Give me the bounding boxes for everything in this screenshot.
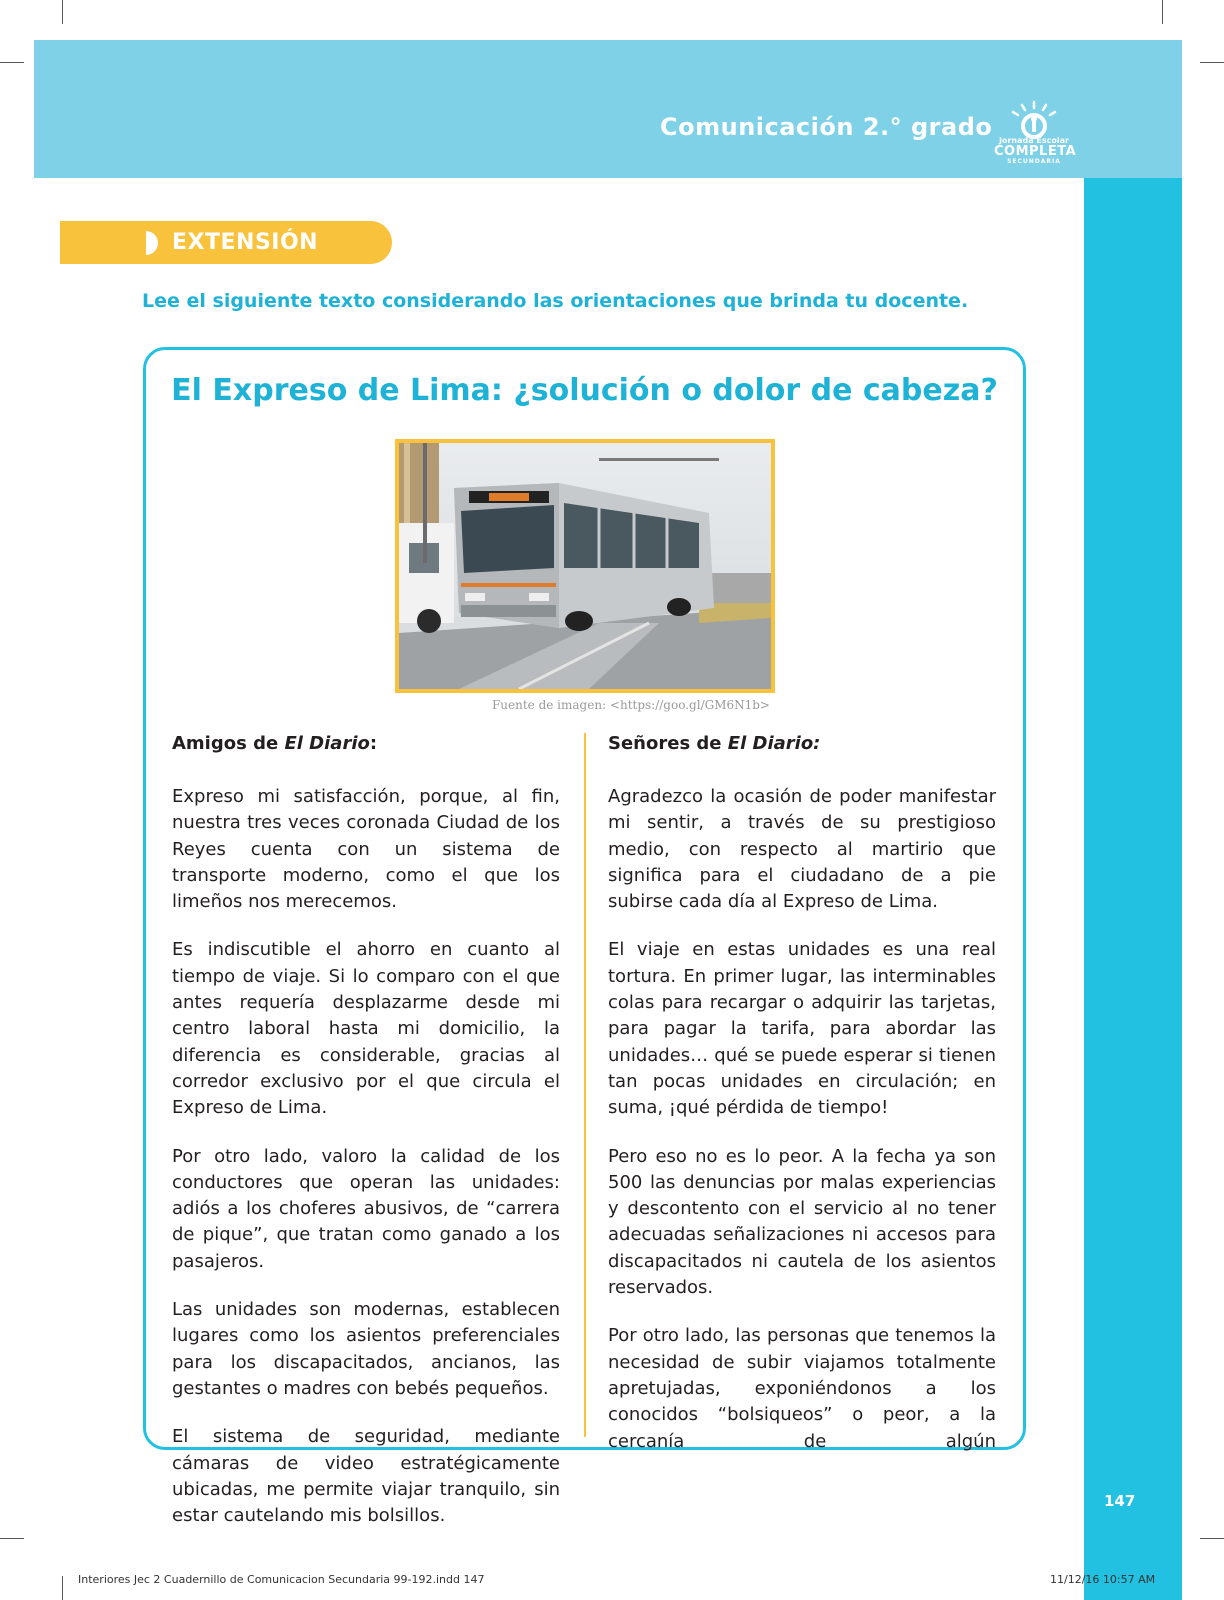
page-number: 147 — [1104, 1492, 1136, 1510]
crop-mark — [0, 1538, 24, 1539]
crop-mark — [62, 0, 63, 24]
logo-line2: COMPLETA — [994, 144, 1077, 159]
right-paragraph: Pero eso no es lo peor. A la fecha ya son 500 las denuncias por malas experiencias y descontento con el servicio al no tener adecuadas señalizaciones ni accesos para discapacitados ni cautela de los asientos reservados. — [608, 1145, 996, 1299]
left-salutation-suffix: : — [369, 733, 378, 754]
crop-mark — [1200, 62, 1224, 63]
jornada-escolar-logo — [994, 100, 1077, 165]
right-salutation-prefix: Señores de — [608, 733, 728, 754]
logo-line1: Jornada Escolar — [999, 136, 1069, 145]
right-paragraph: Agradezco la ocasión de poder manifestar mi sentir, a través de su prestigioso medio, con respecto al martirio que significa para el ciudadano de a pie subirse cada día al Expreso de Lima. — [608, 786, 996, 913]
file-slug: Interiores Jec 2 Cuadernillo de Comunicacion Secundaria 99-192.indd 147 — [78, 1573, 485, 1586]
letter-left-column — [172, 731, 560, 1551]
reading-instruction: Lee el siguiente texto considerando las orientaciones que brinda tu docente. — [142, 290, 969, 312]
right-salutation-italic: El Diario: — [727, 733, 821, 754]
bus-illustration — [399, 443, 771, 689]
sun-logo-icon — [994, 100, 1074, 140]
left-salutation — [172, 731, 560, 757]
left-paragraph: Expreso mi satisfacción, porque, al fin, nuestra tres veces coronada Ciudad de los Reyes cuenta con un sistema de transporte moderno, como el que los limeños nos merecemos. — [172, 786, 560, 913]
page-header-title: Comunicación 2.° grado — [660, 113, 993, 141]
article-title: El Expreso de Lima: ¿solución o dolor de cabeza? — [171, 373, 998, 408]
right-margin-bar — [1084, 178, 1182, 1600]
left-paragraph: Por otro lado, valoro la calidad de los conductores que operan las unidades: adiós a los choferes abusivos, de “carrera de pique”, que tratan como ganado a los pasajeros. — [172, 1145, 560, 1272]
right-salutation — [608, 731, 996, 757]
bus-photo — [395, 439, 775, 693]
left-paragraph: Es indiscutible el ahorro en cuanto al tiempo de viaje. Si lo comparo con el que antes requería desplazarme desde mi centro laboral hasta mi domicilio, la diferencia es considerable, gracias al corredor exclusivo por el que circula el Expreso de Lima. — [172, 939, 560, 1119]
section-tag — [60, 221, 392, 264]
section-tag-notch — [146, 231, 158, 255]
crop-mark — [1162, 0, 1163, 24]
left-paragraph: El sistema de seguridad, mediante cámaras de video estratégicamente ubicadas, me permite viajar tranquilo, sin estar cautelando mis bolsillos. — [172, 1426, 560, 1527]
letter-right-column — [608, 731, 996, 1477]
crop-mark — [0, 62, 24, 63]
left-paragraph: Las unidades son modernas, establecen lugares como los asientos preferenciales para los discapacitados, ancianos, las gestantes o madres con bebés pequeños. — [172, 1299, 560, 1399]
left-salutation-italic: El Diario — [284, 733, 370, 754]
image-caption: Fuente de imagen: <https://goo.gl/GM6N1b> — [491, 698, 770, 712]
crop-mark — [1200, 1538, 1224, 1539]
left-salutation-prefix: Amigos de — [172, 733, 285, 754]
right-paragraph: Por otro lado, las personas que tenemos la necesidad de subir viajamos totalmente apretujadas, exponiéndonos a los conocidos “bolsiqueos” o peor, a la cercanía de algún — [608, 1325, 996, 1452]
column-divider — [584, 733, 586, 1437]
print-timestamp: 11/12/16 10:57 AM — [1050, 1573, 1156, 1586]
logo-line3: SECUNDARIA — [1007, 158, 1061, 165]
section-tag-label: EXTENSIÓN — [172, 230, 319, 255]
right-paragraph: El viaje en estas unidades es una real tortura. En primer lugar, las interminables colas para recargar o adquirir las tarjetas, para pagar la tarifa, para abordar las unidades… qué se puede esperar si tienen tan pocas unidades en circulación; en suma, ¡qué pérdida de tiempo! — [608, 939, 996, 1119]
crop-mark — [62, 1576, 63, 1600]
